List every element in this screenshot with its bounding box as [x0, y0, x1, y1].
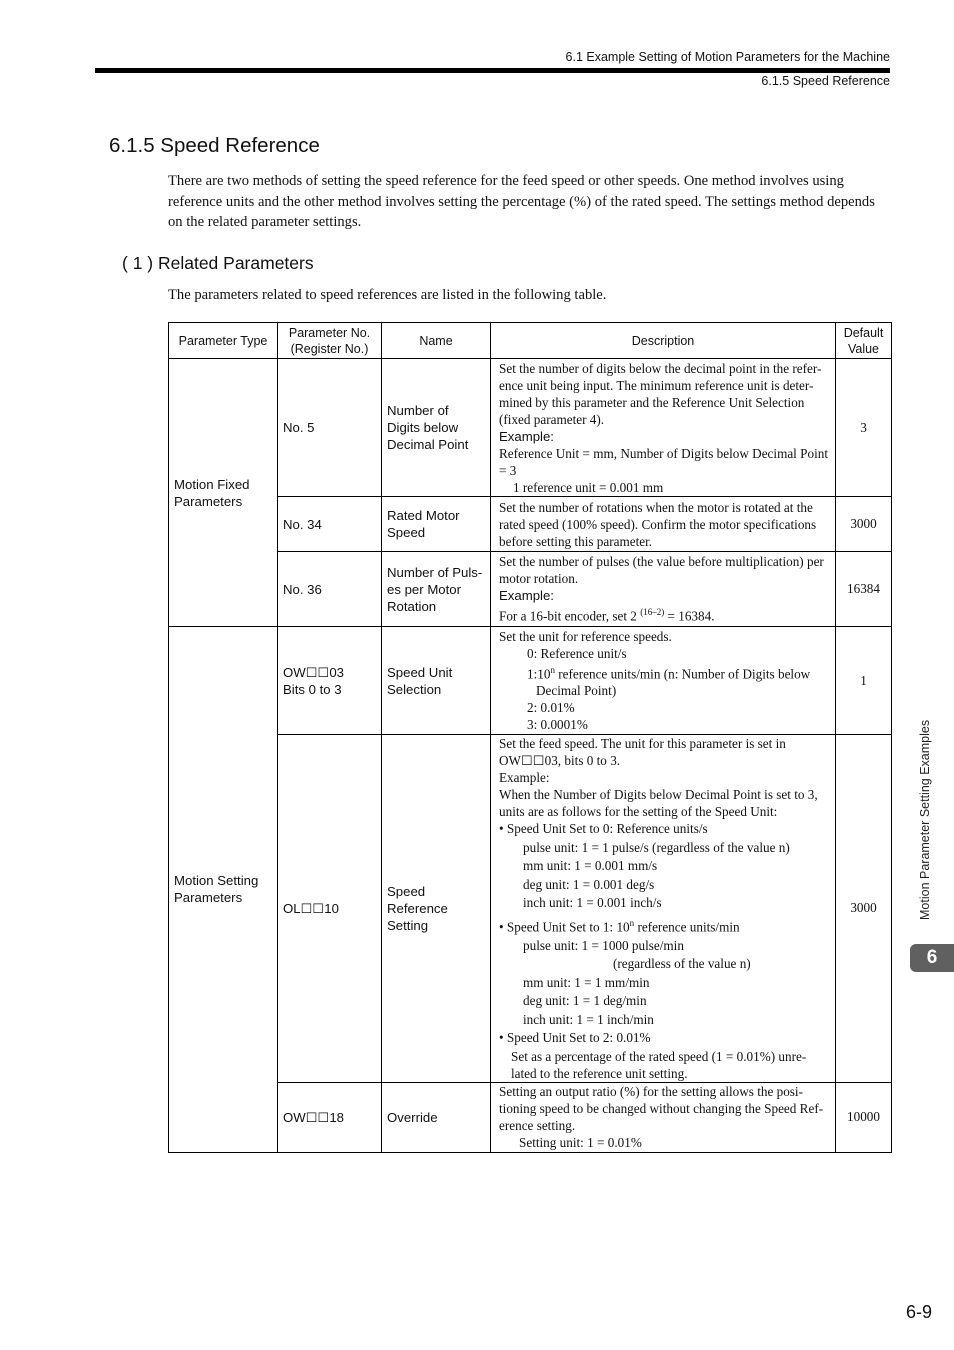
- group-motion-fixed-parameters: Motion Fixed Parameters: [169, 359, 278, 627]
- param-default: 3: [836, 359, 892, 497]
- table-row: [169, 552, 892, 627]
- group-motion-setting-parameters: Motion Setting Parameters: [169, 627, 278, 1153]
- header-subsection-path: 6.1.5 Speed Reference: [761, 74, 890, 88]
- desc-text: Setting an output ratio (%) for the setting allows the posi- tioning speed to be changed without changing the Speed Ref- erence setting.: [499, 1084, 824, 1134]
- section-intro: There are two methods of setting the speed reference for the feed speed or other speeds. One method involves using reference units and the other method involves setting the percentage (%) of the rated speed. The settings method depends on the related parameter settings.: [168, 173, 875, 230]
- desc-example-label: Example:: [499, 770, 550, 785]
- table-row: [169, 497, 892, 552]
- side-tab-label: Motion Parameter Setting Examples: [918, 719, 932, 920]
- param-no: OL☐☐10: [278, 735, 382, 1083]
- desc-bullet-1-line: mm unit: 1 = 1 mm/min: [523, 974, 650, 990]
- param-no-line1: OW☐☐03: [283, 664, 345, 680]
- subsection-title: ( 1 ) Related Parameters: [122, 253, 314, 273]
- header-default-line2: Value: [847, 341, 880, 356]
- header-parameter-type: Parameter Type: [169, 323, 278, 359]
- header-parameter-no: [278, 323, 382, 359]
- desc-bullet-1-post: reference units/min: [634, 918, 740, 934]
- subsection-intro: The parameters related to speed references are listed in the following table.: [168, 287, 607, 303]
- desc-bullet-1-line: deg unit: 1 = 1 deg/min: [523, 993, 647, 1009]
- header-parameter-no-line2: (Register No.): [290, 341, 369, 356]
- table-row: [169, 735, 892, 1083]
- param-name: Override: [382, 1082, 491, 1152]
- param-description: [491, 359, 836, 497]
- desc-option-1-exponent: n: [550, 664, 555, 675]
- param-description: [491, 1082, 836, 1152]
- desc-bullet-0-line: pulse unit: 1 = 1 pulse/s (regardless of the value n): [523, 839, 790, 855]
- param-no: OW☐☐18: [278, 1082, 382, 1152]
- param-description: [491, 497, 836, 552]
- desc-result: 1 reference unit = 0.001 mm: [513, 479, 664, 495]
- desc-example-label: Example:: [499, 428, 554, 444]
- param-name: Speed Reference Setting: [382, 735, 491, 1083]
- header-section-path: 6.1 Example Setting of Motion Parameters for the Machine: [565, 50, 890, 64]
- param-name: Rated Motor Speed: [382, 497, 491, 552]
- desc-bullet-1-pre: • Speed Unit Set to 1: 10: [499, 918, 630, 934]
- desc-example-label: Example:: [499, 588, 554, 604]
- param-description: [491, 735, 836, 1083]
- desc-option-0: 0: Reference unit/s: [527, 645, 627, 661]
- param-default: 3000: [836, 497, 892, 552]
- table-row: [169, 1082, 892, 1152]
- table-row: [169, 627, 892, 735]
- desc-bullet-2-line: Set as a percentage of the rated speed (1 = 0.01%) unre- lated to the reference unit setting.: [511, 1048, 807, 1081]
- header-default-value: [836, 323, 892, 359]
- desc-bullet-1-exponent: n: [629, 917, 635, 928]
- desc-text: Set the number of digits below the decimal point in the refer- ence unit being input. The minimum reference unit is deter- mined by this parameter and the Reference Unit Selection (fixed parameter 4).: [499, 360, 822, 427]
- desc-text: Set the number of rotations when the motor is rotated at the rated speed (100% speed). Confirm the motor specifications before setting this parameter.: [499, 499, 817, 549]
- param-no: No. 34: [278, 497, 382, 552]
- desc-option-1-post: reference units/min (n: Number of Digits below: [554, 666, 811, 682]
- param-no: No. 5: [278, 359, 382, 497]
- param-no: [278, 627, 382, 735]
- param-default: 1: [836, 627, 892, 735]
- desc-text-1: Set the feed speed. The unit for this parameter is set in OW☐☐03, bits 0 to 3.: [499, 736, 786, 768]
- desc-bullet-0-line: inch unit: 1 = 0.001 inch/s: [523, 895, 662, 910]
- desc-option-1: [499, 662, 831, 682]
- header-name: Name: [382, 323, 491, 359]
- desc-bullet-0: • Speed Unit Set to 0: Reference units/s: [499, 821, 708, 836]
- section-title: 6.1.5 Speed Reference: [109, 134, 320, 157]
- param-name: Speed Unit Selection: [382, 627, 491, 735]
- desc-example: [499, 604, 831, 624]
- desc-example-post: = 16384.: [664, 608, 715, 624]
- header-description: Description: [491, 323, 836, 359]
- header-parameter-no-line1: Parameter No.: [288, 325, 371, 340]
- desc-unit: Setting unit: 1 = 0.01%: [519, 1135, 642, 1151]
- desc-example-pre: For a 16-bit encoder, set 2: [499, 608, 637, 624]
- param-no-line2: Bits 0 to 3: [283, 681, 342, 697]
- chapter-tab: 6: [910, 944, 954, 972]
- param-name: Number of Digits below Decimal Point: [382, 359, 491, 497]
- desc-bullet-2: • Speed Unit Set to 2: 0.01%: [499, 1030, 651, 1046]
- desc-bullet-0-line: mm unit: 1 = 0.001 mm/s: [523, 858, 658, 873]
- param-description: [491, 552, 836, 627]
- desc-bullet-1: [499, 913, 831, 937]
- page-number: 6-9: [905, 1302, 932, 1322]
- desc-example: Reference Unit = mm, Number of Digits below Decimal Point = 3: [499, 445, 828, 478]
- param-default: 3000: [836, 735, 892, 1083]
- param-default: 10000: [836, 1082, 892, 1152]
- param-description: [491, 627, 836, 735]
- desc-bullet-1-line: inch unit: 1 = 1 inch/min: [523, 1011, 654, 1027]
- parameters-table: [168, 322, 892, 1153]
- desc-bullet-0-line: deg unit: 1 = 0.001 deg/s: [523, 876, 655, 892]
- desc-option-1-pre: 1:10: [527, 666, 551, 682]
- desc-text-2: When the Number of Digits below Decimal Point is set to 3, units are as follows for the setting of the Speed Unit:: [499, 787, 818, 819]
- desc-option-2: 2: 0.01%: [527, 700, 575, 716]
- desc-example-exponent: (16–2): [640, 607, 665, 618]
- desc-bullet-1-line: (regardless of the value n): [613, 956, 751, 972]
- table-header-row: [169, 323, 892, 359]
- desc-text: Set the unit for reference speeds.: [499, 628, 672, 644]
- param-no: No. 36: [278, 552, 382, 627]
- desc-bullet-1-line: pulse unit: 1 = 1000 pulse/min: [523, 937, 684, 953]
- param-default: 16384: [836, 552, 892, 627]
- desc-text: Set the number of pulses (the value before multiplication) per motor rotation.: [499, 554, 824, 587]
- param-name: Number of Puls- es per Motor Rotation: [382, 552, 491, 627]
- desc-option-1-cont: Decimal Point): [536, 683, 617, 699]
- table-row: [169, 359, 892, 497]
- header-default-line1: Default: [843, 325, 884, 340]
- header-rule: [95, 68, 890, 73]
- desc-option-3: 3: 0.0001%: [527, 717, 588, 733]
